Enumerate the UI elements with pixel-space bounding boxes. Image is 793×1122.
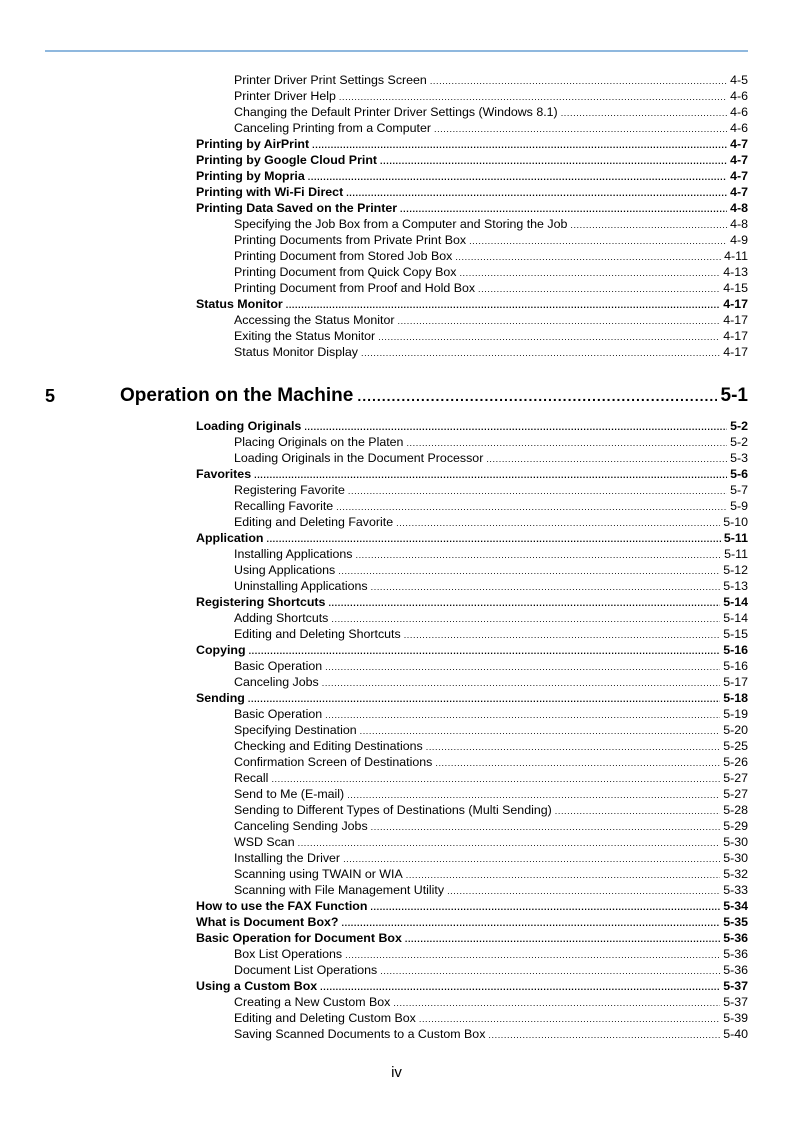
dot-leader [405,931,720,947]
dot-leader [486,451,727,467]
dot-leader [378,329,720,345]
dot-leader [271,771,720,787]
toc-entry-title[interactable]: Printing by AirPrint [196,137,310,151]
toc-subsection-entry[interactable] [234,232,748,248]
dot-leader [308,169,727,185]
toc-entry-page: 4-7 [730,185,748,199]
toc-entry-title[interactable]: Document List Operations [234,963,378,977]
dot-leader [561,105,727,121]
toc-entry-page: 5-30 [723,851,748,865]
toc-entry-title[interactable]: Printer Driver Print Settings Screen [234,73,427,87]
dot-leader [371,579,721,595]
toc-entry-title[interactable]: Basic Operation [234,659,323,673]
toc-entry-title[interactable]: Exiting the Status Monitor [234,329,376,343]
toc-entry-page: 5-2 [730,435,748,449]
toc-entry-title[interactable]: Using a Custom Box [196,979,318,993]
dot-leader [361,345,720,361]
toc-subsection-entry[interactable] [234,578,748,594]
toc-subsection-entry[interactable] [234,786,748,802]
toc-entry-title[interactable]: Registering Shortcuts [196,595,326,609]
dot-leader [459,265,720,281]
dot-leader [400,201,727,217]
toc-entry-title[interactable]: Application [196,531,264,545]
dot-leader [371,819,721,835]
toc-entry-title[interactable]: Printing with Wi-Fi Direct [196,185,344,199]
toc-entry-page: 4-6 [730,89,748,103]
toc-entry-title[interactable]: Editing and Deleting Favorite [234,515,394,529]
toc-subsection-entry[interactable] [234,722,748,738]
toc-entry-title[interactable]: Favorites [196,467,252,481]
toc-entry-page: 5-7 [730,483,748,497]
toc-entry-title[interactable]: Printing Document from Proof and Hold Box [234,281,476,295]
toc-subsection-entry[interactable] [234,498,748,514]
toc-entry-page: 5-36 [723,947,748,961]
dot-leader [325,659,720,675]
toc-section-entry[interactable] [196,136,748,152]
toc-entry-page: 5-27 [723,787,748,801]
dot-leader [397,313,720,329]
toc-entry-title[interactable]: Editing and Deleting Custom Box [234,1011,416,1025]
dot-leader [325,707,720,723]
toc-entry-title[interactable]: Loading Originals [196,419,302,433]
toc-entry-title[interactable]: Send to Me (E-mail) [234,787,345,801]
toc-subsection-entry[interactable] [234,706,748,722]
dot-leader [478,281,720,297]
toc-subsection-entry[interactable] [234,280,748,296]
toc-subsection-entry[interactable] [234,818,748,834]
toc-entry-page: 4-7 [730,153,748,167]
dot-leader [419,1011,720,1027]
toc-subsection-entry[interactable] [234,882,748,898]
chapter-title-row[interactable] [120,385,748,407]
toc-entry-title[interactable]: Sending to Different Types of Destinations (Multi Sending) [234,803,552,817]
toc-section-entry[interactable] [196,418,748,434]
toc-entry-title[interactable]: Printing by Google Cloud Print [196,153,378,167]
dot-leader [328,595,720,611]
toc-entry-title[interactable]: Editing and Deleting Shortcuts [234,627,401,641]
chapter-number: 5 [45,385,56,406]
toc-entry-title[interactable]: Loading Originals in the Document Processor [234,451,484,465]
toc-entry-page: 4-8 [730,201,748,215]
toc-entry-page: 5-35 [723,915,748,929]
dot-leader [348,483,727,499]
toc-entry-title[interactable]: Changing the Default Printer Driver Settings (Windows 8.1) [234,105,558,119]
toc-subsection-entry[interactable] [234,610,748,626]
toc-section-entry[interactable] [196,152,748,168]
toc-subsection-entry[interactable] [234,72,748,88]
toc-subsection-entry[interactable] [234,482,748,498]
toc-entry-title[interactable]: Printing by Mopria [196,169,305,183]
dot-leader [396,515,720,531]
toc-entry-page: 4-17 [723,329,748,343]
toc-subsection-entry[interactable] [234,866,748,882]
toc-entry-page: 5-30 [723,835,748,849]
toc-entry-page: 5-13 [723,579,748,593]
dot-leader [355,547,721,563]
toc-subsection-entry[interactable] [234,626,748,642]
toc-entry-title[interactable]: Canceling Printing from a Computer [234,121,431,135]
toc-entry-title[interactable]: Installing Applications [234,547,353,561]
toc-entry-title[interactable]: Creating a New Custom Box [234,995,391,1009]
toc-entry-page: 4-15 [723,281,748,295]
toc-entry-page: 4-6 [730,105,748,119]
toc-entry-title[interactable]: Status Monitor [196,297,283,311]
toc-entry-page: 5-2 [730,419,748,433]
toc-entry-page: 5-40 [723,1027,748,1041]
toc-entry-title[interactable]: Registering Favorite [234,483,345,497]
toc-section-chapter-4 [0,72,793,360]
toc-entry-page: 4-11 [724,249,748,263]
toc-section-entry[interactable] [196,530,748,546]
toc-entry-page: 5-9 [730,499,748,513]
toc-entry-title[interactable]: WSD Scan [234,835,295,849]
dot-leader [346,185,727,201]
toc-subsection-entry[interactable] [234,216,748,232]
dot-leader [347,787,720,803]
toc-subsection-entry[interactable] [234,264,748,280]
toc-entry-page: 4-17 [723,297,748,311]
toc-section-chapter-5 [0,418,793,1042]
toc-subsection-entry[interactable] [234,514,748,530]
toc-section-entry[interactable] [196,898,748,914]
toc-entry-page: 5-19 [723,707,748,721]
toc-section-entry[interactable] [196,690,748,706]
dot-leader [248,691,720,707]
toc-subsection-entry[interactable] [234,834,748,850]
toc-subsection-entry[interactable] [234,802,748,818]
toc-entry-page: 5-37 [723,995,748,1009]
toc-entry-page: 4-6 [730,121,748,135]
toc-entry-page: 4-17 [723,345,748,359]
toc-subsection-entry[interactable] [234,312,748,328]
dot-leader [406,435,727,451]
toc-subsection-entry[interactable] [234,754,748,770]
toc-section-entry[interactable] [196,296,748,312]
toc-entry-title[interactable]: Basic Operation for Document Box [196,931,402,945]
toc-entry-page: 5-11 [723,531,748,545]
toc-entry-title[interactable]: Canceling Jobs [234,675,319,689]
toc-entry-title[interactable]: Recalling Favorite [234,499,334,513]
dot-leader [286,297,720,313]
toc-entry-page: 4-7 [730,137,748,151]
toc-subsection-entry[interactable] [234,248,748,264]
dot-leader [380,963,720,979]
toc-entry-title[interactable]: Uninstalling Applications [234,579,368,593]
toc-subsection-entry[interactable] [234,962,748,978]
toc-subsection-entry[interactable] [234,658,748,674]
table-of-contents [0,72,793,1042]
dot-leader [434,121,727,137]
toc-entry-title[interactable]: Sending [196,691,245,705]
toc-subsection-entry[interactable] [234,850,748,866]
toc-entry-page: 4-7 [730,169,748,183]
toc-entry-page: 5-20 [723,723,748,737]
dot-leader [406,867,720,883]
toc-entry-title[interactable]: Accessing the Status Monitor [234,313,395,327]
toc-entry-page: 5-16 [723,643,748,657]
toc-entry-title[interactable]: How to use the FAX Function [196,899,368,913]
toc-entry-title[interactable]: Using Applications [234,563,336,577]
dot-leader [469,233,727,249]
toc-entry-title[interactable]: Recall [234,771,269,785]
dot-leader [455,249,721,265]
toc-entry-page: 4-17 [723,313,748,327]
toc-section-entry[interactable] [196,466,748,482]
dot-leader [298,835,721,851]
dot-leader [339,89,727,105]
toc-entry-title[interactable]: Printing Data Saved on the Printer [196,201,398,215]
toc-entry-title[interactable]: Confirmation Screen of Destinations [234,755,433,769]
dot-leader [404,627,721,643]
toc-entry-page: 5-26 [723,755,748,769]
toc-section-entry[interactable] [196,200,748,216]
toc-subsection-entry[interactable] [234,88,748,104]
toc-subsection-entry[interactable] [234,328,748,344]
toc-entry-page: 5-3 [730,451,748,465]
dot-leader [342,915,721,931]
toc-subsection-entry[interactable] [234,674,748,690]
toc-entry-page: 5-25 [723,739,748,753]
dot-leader [338,563,720,579]
dot-leader [570,217,727,233]
toc-entry-page: 5-36 [723,963,748,977]
toc-entry-page: 5-15 [723,627,748,641]
toc-entry-title[interactable]: Printing Document from Quick Copy Box [234,265,457,279]
dot-leader [266,531,720,547]
dot-leader [357,388,716,404]
toc-section-entry[interactable] [196,914,748,930]
toc-subsection-entry[interactable] [234,120,748,136]
toc-subsection-entry[interactable] [234,946,748,962]
chapter-title[interactable]: Operation on the Machine [120,385,354,406]
toc-subsection-entry[interactable] [234,344,748,360]
dot-leader [435,755,720,771]
toc-subsection-entry[interactable] [234,562,748,578]
toc-section-entry[interactable] [196,930,748,946]
dot-leader [426,739,720,755]
toc-entry-page: 4-8 [730,217,748,231]
toc-subsection-entry[interactable] [234,994,748,1010]
toc-entry-page: 5-34 [723,899,748,913]
page-footer-number: iv [391,1064,402,1081]
toc-entry-title[interactable]: Canceling Sending Jobs [234,819,368,833]
toc-entry-title[interactable]: Printing Documents from Private Print Box [234,233,467,247]
dot-leader [320,979,720,995]
dot-leader [370,899,720,915]
toc-entry-title[interactable]: Basic Operation [234,707,323,721]
toc-entry-page: 5-18 [723,691,748,705]
toc-entry-page: 4-13 [723,265,748,279]
toc-entry-title[interactable]: What is Document Box? [196,915,339,929]
toc-section-entry[interactable] [196,184,748,200]
toc-section-entry[interactable] [196,642,748,658]
toc-entry-page: 5-17 [723,675,748,689]
toc-entry-page: 5-10 [723,515,748,529]
toc-entry-page: 5-39 [723,1011,748,1025]
dot-leader [360,723,721,739]
toc-entry-page: 5-37 [723,979,748,993]
dot-leader [488,1027,720,1043]
dot-leader [312,137,727,153]
toc-entry-title[interactable]: Checking and Editing Destinations [234,739,423,753]
dot-leader [304,419,727,435]
toc-entry-page: 5-14 [723,611,748,625]
toc-entry-page: 5-27 [723,771,748,785]
toc-entry-page: 5-14 [723,595,748,609]
toc-entry-page: 5-6 [730,467,748,481]
toc-subsection-entry[interactable] [234,770,748,786]
toc-entry-title[interactable]: Scanning with File Management Utility [234,883,445,897]
dot-leader [331,611,720,627]
toc-subsection-entry[interactable] [234,434,748,450]
toc-entry-title[interactable]: Status Monitor Display [234,345,358,359]
toc-entry-page: 5-16 [723,659,748,673]
dot-leader [345,947,720,963]
toc-subsection-entry[interactable] [234,738,748,754]
toc-section-entry[interactable] [196,594,748,610]
dot-leader [254,467,727,483]
dot-leader [555,803,720,819]
toc-entry-page: 5-33 [723,883,748,897]
toc-entry-title[interactable]: Copying [196,643,246,657]
toc-subsection-entry[interactable] [234,450,748,466]
toc-entry-page: 5-32 [723,867,748,881]
dot-leader [447,883,720,899]
toc-entry-page: 4-9 [730,233,748,247]
toc-entry-title[interactable]: Adding Shortcuts [234,611,329,625]
toc-entry-title[interactable]: Placing Originals on the Platen [234,435,404,449]
dot-leader [249,643,721,659]
toc-section-entry[interactable] [196,168,748,184]
toc-entry-page: 4-5 [730,73,748,87]
toc-subsection-entry[interactable] [234,546,748,562]
toc-section-entry[interactable] [196,978,748,994]
toc-subsection-entry[interactable] [234,104,748,120]
toc-subsection-entry[interactable] [234,1026,748,1042]
dot-leader [430,73,727,89]
chapter-page: 5-1 [720,385,748,406]
toc-entry-title[interactable]: Saving Scanned Documents to a Custom Box [234,1027,486,1041]
dot-leader [336,499,727,515]
toc-entry-page: 5-36 [723,931,748,945]
toc-entry-page: 5-12 [723,563,748,577]
toc-entry-page: 5-28 [723,803,748,817]
dot-leader [343,851,720,867]
toc-entry-title[interactable]: Specifying the Job Box from a Computer and Storing the Job [234,217,568,231]
dot-leader [322,675,720,691]
toc-entry-title[interactable]: Box List Operations [234,947,343,961]
toc-entry-page: 5-11 [724,547,748,561]
toc-entry-title[interactable]: Scanning using TWAIN or WIA [234,867,403,881]
toc-entry-page: 5-29 [723,819,748,833]
dot-leader [393,995,720,1011]
toc-entry-title[interactable]: Specifying Destination [234,723,357,737]
toc-entry-title[interactable]: Printing Document from Stored Job Box [234,249,453,263]
toc-subsection-entry[interactable] [234,1010,748,1026]
header-rule [45,50,748,52]
chapter-heading[interactable] [0,378,793,414]
toc-entry-title[interactable]: Installing the Driver [234,851,341,865]
toc-entry-title[interactable]: Printer Driver Help [234,89,336,103]
dot-leader [380,153,727,169]
